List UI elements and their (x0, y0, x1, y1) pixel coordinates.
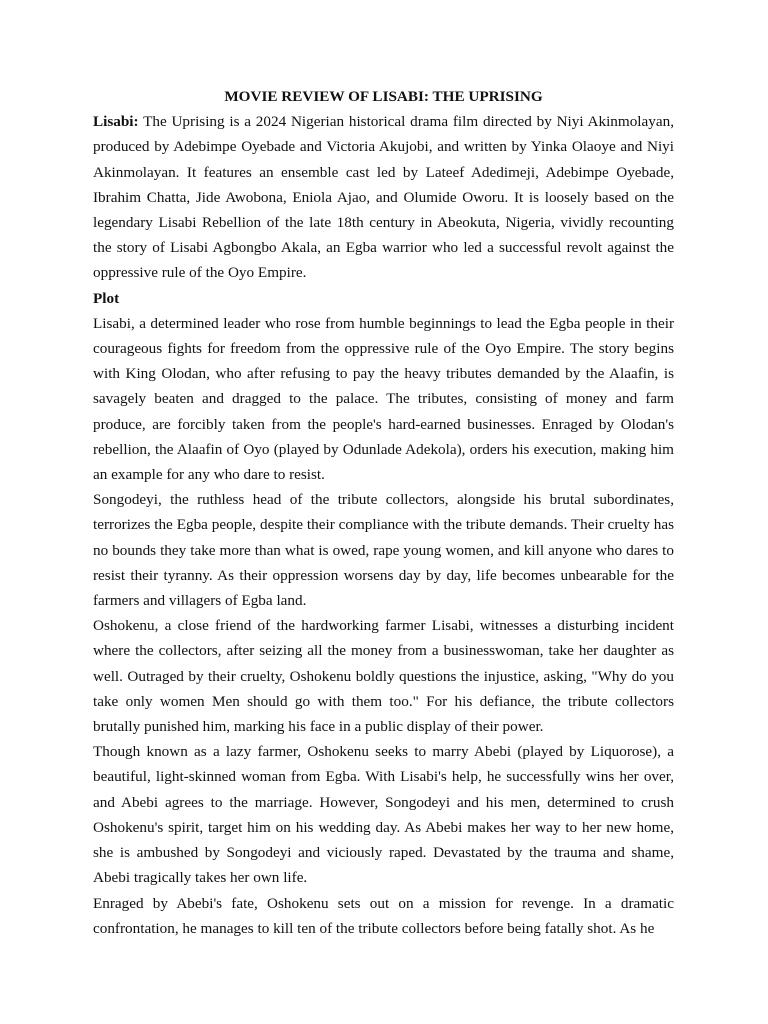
plot-paragraph-3: Oshokenu, a close friend of the hardworking farmer Lisabi, witnesses a disturbing incident where the collectors, after seizing all the money from a businesswoman, take her daughter as well. Outraged by their cruelty, Oshokenu boldly questions the injustice, asking, "Why do you take only women Men should go with them too." For his defiance, the tribute collectors brutally punished him, marking his face in a public display of their power. (93, 617, 674, 736)
plot-paragraph-5: Enraged by Abebi's fate, Oshokenu sets out on a mission for revenge. In a dramatic confrontation, he manages to kill ten of the tribute collectors before being fatally shot. As he (93, 894, 674, 937)
plot-heading: Plot (93, 289, 120, 307)
intro-text: The Uprising is a 2024 Nigerian historical drama film directed by Niyi Akinmolayan, produced by Adebimpe Oyebade and Victoria Akujobi, and written by Yinka Olaoye and Niyi Akinmolayan. It features an ensemble cast led by Lateef Adedimeji, Adebimpe Oyebade, Ibrahim Chatta, Jide Awobona, Eniola Ajao, and Olumide Oworu. It is loosely based on the legendary Lisabi Rebellion of the late 18th century in Abeokuta, Nigeria, vividly recounting the story of Lisabi Agbongbo Akala, an Egba warrior who led a successful revolt against the oppressive rule of the Oyo Empire. (93, 113, 674, 282)
document-page (93, 84, 674, 941)
intro-paragraph (93, 109, 674, 285)
plot-paragraph-1: Lisabi, a determined leader who rose from humble beginnings to lead the Egba people in their courageous fights for freedom from the oppressive rule of the Oyo Empire. The story begins with King Olodan, who after refusing to pay the heavy tributes demanded by the Alaafin, is savagely beaten and dragged to the palace. The tributes, consisting of money and farm produce, are forcibly taken from the people's hard-earned businesses. Enraged by Olodan's rebellion, the Alaafin of Oyo (played by Odunlade Adekola), orders his execution, making him an example for any who dare to resist. (93, 314, 674, 484)
intro-lead: Lisabi: (93, 113, 139, 131)
plot-paragraph-4: Though known as a lazy farmer, Oshokenu seeks to marry Abebi (played by Liquorose), a beautiful, light-skinned woman from Egba. With Lisabi's help, he successfully wins her over, and Abebi agrees to the marriage. However, Songodeyi and his men, determined to crush Oshokenu's spirit, target him on his wedding day. As Abebi makes her way to her new home, she is ambushed by Songodeyi and viciously raped. Devastated by the trauma and shame, Abebi tragically takes her own life. (93, 743, 674, 887)
document-title: MOVIE REVIEW OF LISABI: THE UPRISING (224, 88, 543, 105)
plot-paragraph-2: Songodeyi, the ruthless head of the tribute collectors, alongside his brutal subordinates, terrorizes the Egba people, despite their compliance with the tribute demands. Their cruelty has no bounds they take more than what is owed, rape young women, and kill anyone who dares to resist their tyranny. As their oppression worsens day by day, life becomes unbearable for the farmers and villagers of Egba land. (93, 491, 674, 610)
